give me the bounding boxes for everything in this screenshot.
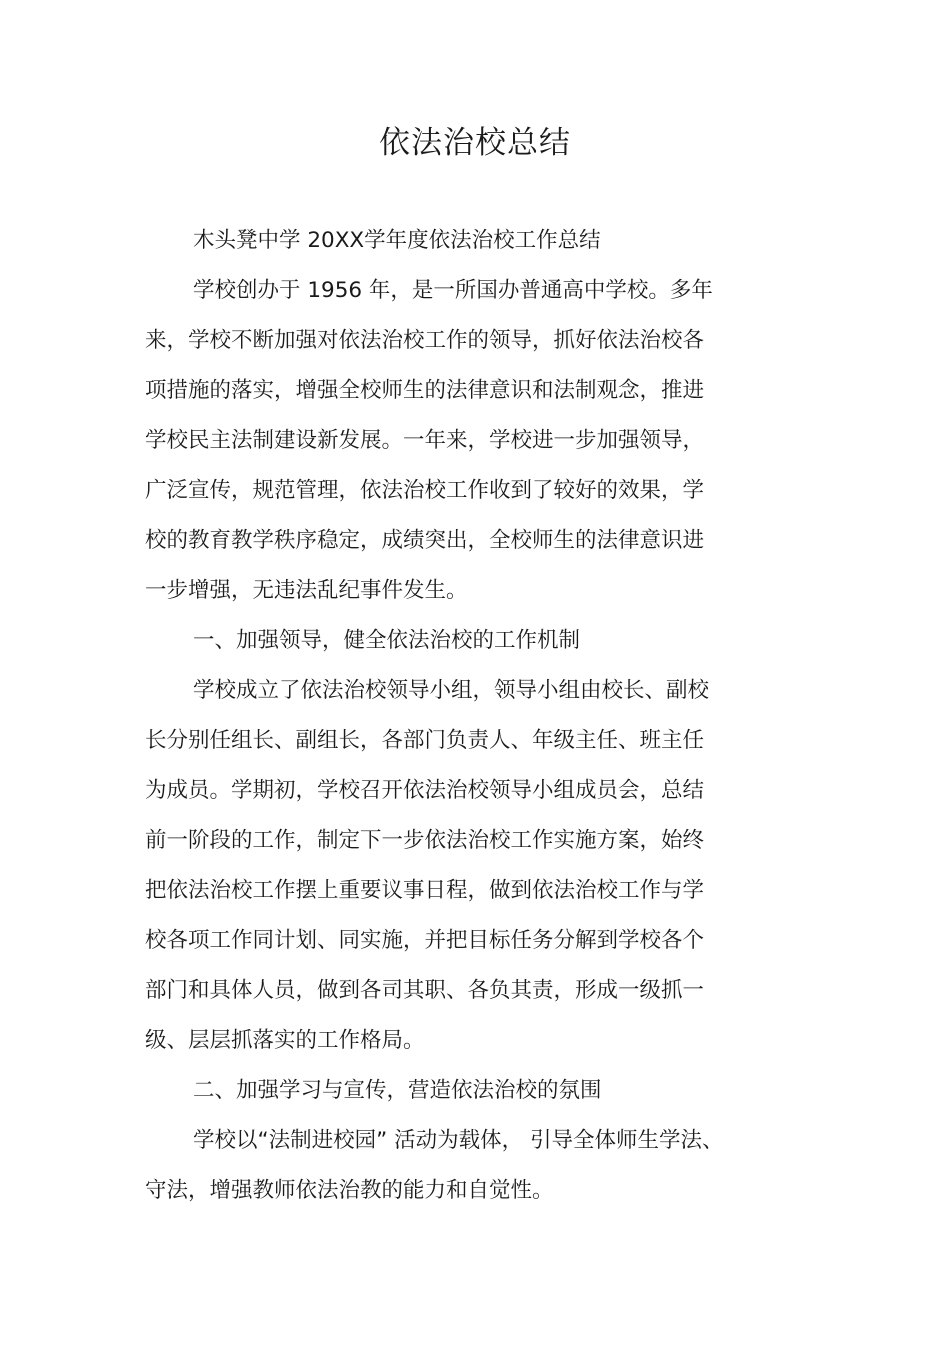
paragraph-line: 把依法治校工作摆上重要议事日程，做到依法治校工作与学 — [145, 878, 705, 903]
paragraph-line-subtitle: 木头凳中学 20XX学年度依法治校工作总结 — [193, 228, 601, 253]
paragraph-line: 学校民主法制建设新发展。一年来，学校进一步加强领导， — [145, 428, 705, 453]
paragraph-line: 学校以“法制进校园” 活动为载体， 引导全体师生学法、 — [193, 1128, 724, 1153]
document-title: 依法治校总结 — [379, 125, 571, 161]
paragraph-line: 校的教育教学秩序稳定，成绩突出，全校师生的法律意识进 — [145, 528, 705, 553]
paragraph-line: 部门和具体人员，做到各司其职、各负其责，形成一级抓一 — [145, 978, 705, 1003]
paragraph-line: 学校创办于 1956 年，是一所国办普通高中学校。多年 — [193, 278, 713, 303]
paragraph-line: 校各项工作同计划、同实施，并把目标任务分解到学校各个 — [145, 928, 705, 953]
section-heading-1: 一、加强领导，健全依法治校的工作机制 — [193, 628, 581, 653]
section-heading-2: 二、加强学习与宣传，营造依法治校的氛围 — [193, 1078, 602, 1103]
paragraph-line: 来，学校不断加强对依法治校工作的领导，抓好依法治校各 — [145, 328, 705, 353]
paragraph-line: 广泛宣传，规范管理，依法治校工作收到了较好的效果，学 — [145, 478, 705, 503]
paragraph-line: 为成员。学期初，学校召开依法治校领导小组成员会，总结 — [145, 778, 705, 803]
paragraph-line: 级、层层抓落实的工作格局。 — [145, 1028, 425, 1053]
paragraph-line: 前一阶段的工作，制定下一步依法治校工作实施方案，始终 — [145, 828, 705, 853]
paragraph-line: 项措施的落实，增强全校师生的法律意识和法制观念，推进 — [145, 378, 705, 403]
paragraph-line: 长分别任组长、副组长，各部门负责人、年级主任、班主任 — [145, 728, 705, 753]
paragraph-line: 学校成立了依法治校领导小组，领导小组由校长、副校 — [193, 678, 710, 703]
paragraph-line: 守法，增强教师依法治教的能力和自觉性。 — [145, 1178, 554, 1203]
paragraph-line: 一步增强，无违法乱纪事件发生。 — [145, 578, 468, 603]
